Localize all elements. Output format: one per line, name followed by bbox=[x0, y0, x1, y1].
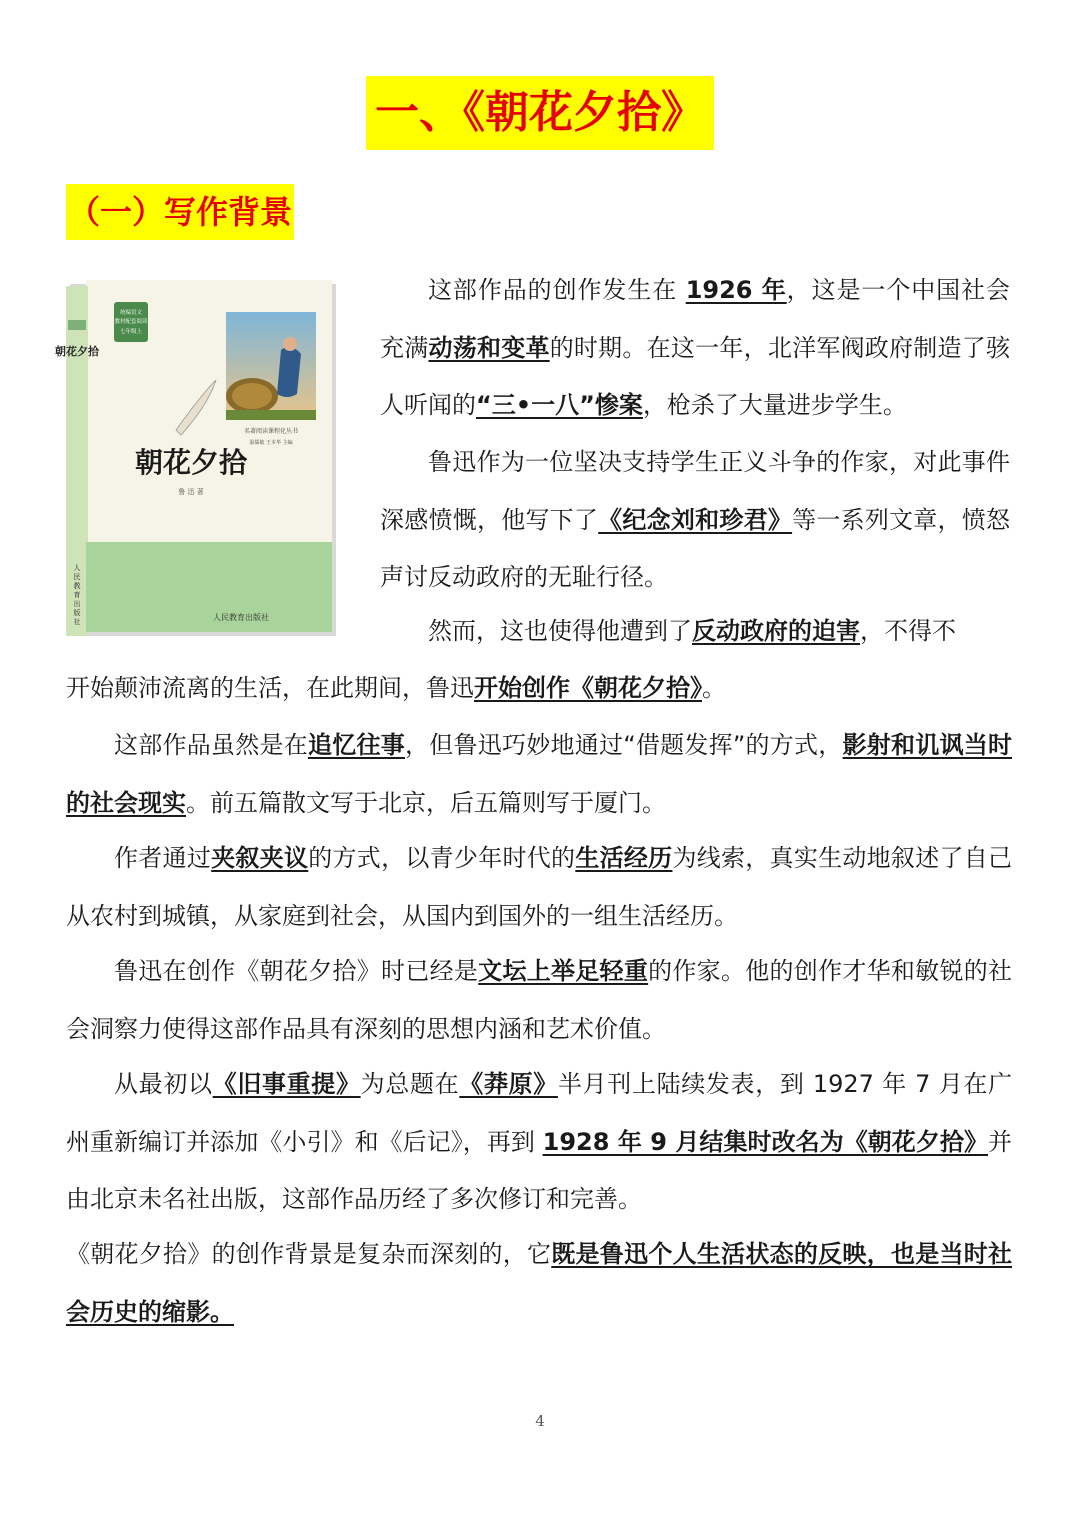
key-phrase: 动荡和变革 bbox=[428, 333, 550, 362]
key-phrase: 文坛上举足轻重 bbox=[478, 957, 649, 985]
subsection-title: （一）写作背景 bbox=[66, 184, 294, 240]
paragraph-3-end bbox=[66, 660, 1012, 718]
text-run: 这部作品虽然是在 bbox=[114, 731, 308, 759]
text-run: 这部作品的创作发生在 bbox=[428, 276, 686, 304]
text-run: 为总题在 bbox=[360, 1070, 460, 1098]
paragraph-5 bbox=[66, 830, 1012, 945]
key-phrase: 夹叙夹议 bbox=[211, 844, 309, 872]
badge-line-3: 七年级上 bbox=[119, 329, 143, 335]
text-run: 鲁迅作为一位坚决支持学生正义斗争的作家，对此事件深感愤慨，他写下了 bbox=[380, 448, 1010, 534]
text-run: ，但鲁迅巧妙地通过“借题发挥”的方式， bbox=[404, 731, 843, 759]
key-phrase: 既是鲁迅个人生活状态的反映，也是当时社会历史的缩影。 bbox=[66, 1240, 1013, 1326]
text-run: 《朝花夕拾》的创作背景是复杂而深刻的，它 bbox=[66, 1240, 552, 1268]
cover-author: 鲁 迅 著 bbox=[178, 488, 204, 496]
section-title: 一、《朝花夕拾》 bbox=[366, 76, 714, 150]
key-phrase: 开始创作《朝花夕拾》 bbox=[474, 674, 702, 702]
text-run: ，不得不 bbox=[860, 617, 956, 645]
text-run: 鲁迅在创作《朝花夕拾》时已经是 bbox=[114, 957, 479, 985]
key-phrase: 生活经历 bbox=[575, 844, 673, 872]
series-name: 名著阅读课程化丛书 bbox=[243, 428, 299, 435]
editor-credit: 温儒敏 王本华 主编 bbox=[249, 440, 293, 446]
badge-line-1: 统编语文 bbox=[119, 310, 143, 316]
paragraph-4 bbox=[66, 717, 1012, 832]
text-run: 然而，这也使得他遭到了 bbox=[428, 617, 692, 645]
key-phrase: 1926 年 bbox=[685, 276, 787, 304]
spine-title: 朝花夕拾 bbox=[55, 345, 99, 358]
cover-publisher: 人民教育出版社 bbox=[213, 613, 269, 622]
text-run: 为线索，真实生动地叙述了自己从农村到城镇，从家庭到社会，从国内到国外的一组生活经历。 bbox=[66, 844, 1013, 930]
key-phrase: 追忆往事 bbox=[307, 731, 405, 759]
text-run: 的作家。他的创作才华和敏锐的社会洞察力使得这部作品具有深刻的思想内涵和艺术价值。 bbox=[66, 957, 1013, 1043]
text-run: ，这是一个中国社会充满 bbox=[380, 276, 1010, 362]
key-phrase: 1928 年 9 月结集时改名为《朝花夕拾》 bbox=[542, 1127, 988, 1156]
paragraph-6 bbox=[66, 943, 1012, 1058]
paragraph-8 bbox=[66, 1226, 1012, 1341]
key-phrase: 《纪念刘和珍君》 bbox=[598, 505, 793, 534]
key-phrase: 《莽原》 bbox=[459, 1070, 558, 1098]
paragraph-2 bbox=[380, 434, 1010, 607]
cover-title: 朝花夕拾 bbox=[134, 446, 248, 479]
text-run: 开始颠沛流离的生活，在此期间，鲁迅 bbox=[66, 674, 474, 702]
key-phrase: 反动政府的迫害 bbox=[692, 617, 860, 645]
book-cover-image bbox=[55, 280, 336, 636]
text-run: 半月刊上陆续发表，到 1927 年 7 月在广州重新编订并添加《小引》和《后记》，再到 bbox=[66, 1070, 1013, 1156]
text-run: 等一系列文章，愤怒声讨反动政府的无耻行径。 bbox=[380, 505, 1011, 591]
cover-green-band bbox=[86, 542, 332, 632]
text-run: 。前五篇散文写于北京，后五篇则写于厦门。 bbox=[186, 788, 666, 817]
badge-line-2: 教材配套阅读 bbox=[114, 319, 148, 325]
text-run: 从最初以 bbox=[114, 1070, 213, 1098]
text-run: 并由北京未名社出版，这部作品历经了多次修订和完善。 bbox=[66, 1127, 1012, 1213]
key-phrase: “三•一八”惨案 bbox=[476, 391, 643, 419]
paragraph-3-start bbox=[380, 603, 1010, 661]
spine-publisher: 人民教育出版社 bbox=[73, 564, 81, 626]
text-run: ，枪杀了大量进步学生。 bbox=[642, 391, 907, 419]
text-run: 的方式，以青少年时代的 bbox=[308, 844, 576, 872]
key-phrase: 《旧事重提》 bbox=[212, 1070, 361, 1098]
text-run: 作者通过 bbox=[114, 844, 212, 872]
text-run: 。 bbox=[702, 674, 726, 702]
page-number: 4 bbox=[535, 1412, 545, 1430]
paragraph-1 bbox=[380, 262, 1010, 435]
text-run: 的时期。在这一年，北洋军阀政府制造了骇人听闻的 bbox=[380, 333, 1011, 419]
paragraph-7 bbox=[66, 1056, 1012, 1229]
key-phrase: 影射和讥讽当时的社会现实 bbox=[66, 731, 1013, 817]
